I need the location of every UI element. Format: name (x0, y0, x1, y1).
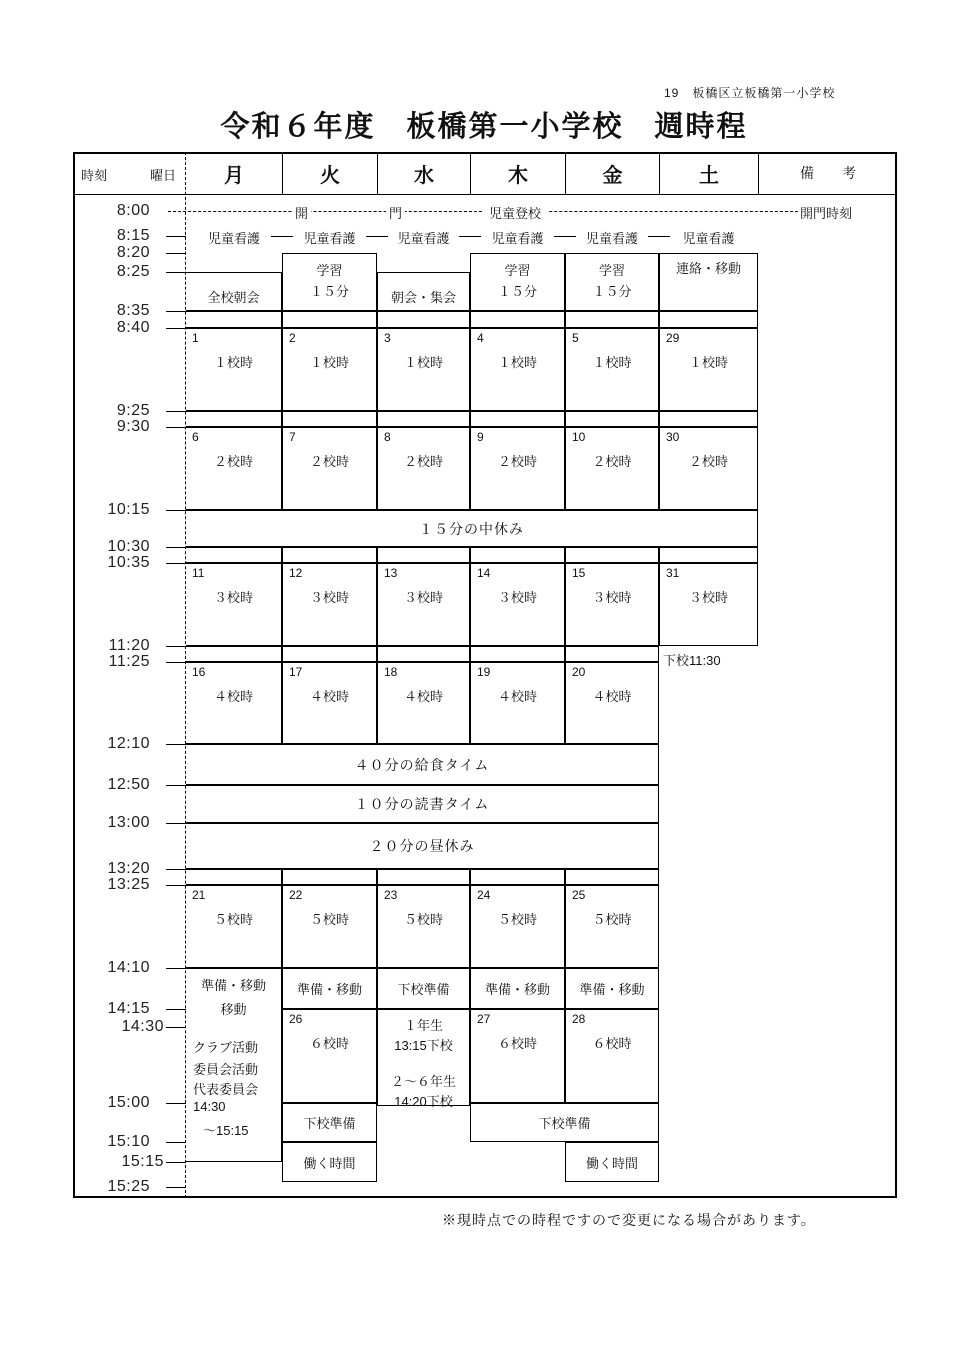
period-label: ３校時 (497, 590, 537, 605)
remarks-header: 備 考 (758, 152, 897, 195)
period-label: ２校時 (403, 454, 443, 469)
time-tick (166, 1009, 186, 1010)
cell-text: ～15:15 (203, 1123, 249, 1138)
period-label: ５校時 (213, 912, 253, 927)
care-connector-dash (554, 236, 576, 237)
period-label: ６校時 (592, 1036, 632, 1051)
period-cell (470, 427, 565, 510)
band-text: ４０分の給食タイム (354, 756, 490, 773)
period-label: １校時 (309, 355, 349, 370)
gate-time-remark: 開門時刻 (800, 206, 853, 221)
cell-text: 委員会活動 (193, 1062, 259, 1077)
care-label-fri: 児童看護 (585, 231, 638, 246)
cell-text: 準備・移動 (200, 978, 266, 993)
care-label-mon: 児童看護 (207, 231, 260, 246)
time-label: 8:35 (116, 302, 150, 319)
gap-cell (377, 646, 470, 662)
period-label: １校時 (497, 355, 537, 370)
time-tick (166, 253, 186, 254)
recess-band (186, 510, 758, 547)
gate-open-left-label: 開 (292, 203, 311, 219)
class-number: 10 (572, 430, 586, 444)
period-label: ５校時 (309, 912, 349, 927)
period-label: １校時 (213, 355, 253, 370)
time-tick (166, 272, 186, 273)
period-cell (565, 427, 659, 510)
cell-text: 働く時間 (303, 1155, 356, 1171)
period-cell (377, 662, 470, 744)
cell-text: １５分 (309, 284, 349, 299)
care-connector-dash (648, 236, 670, 237)
time-label: 15:00 (107, 1094, 150, 1111)
time-tick (166, 785, 186, 786)
gap-cell (565, 869, 659, 885)
gap-cell (377, 411, 470, 427)
time-label: 12:10 (107, 735, 150, 752)
class-number: 1 (192, 331, 199, 345)
period-label: ２校時 (592, 454, 632, 469)
class-number: 4 (477, 331, 484, 345)
cell-text: 全校朝会 (207, 290, 260, 305)
care-label-thu: 児童看護 (491, 231, 544, 246)
gap-cell (282, 646, 377, 662)
class-number: 9 (477, 430, 484, 444)
mon-afternoon-cell (186, 968, 282, 1162)
period-cell (186, 885, 282, 968)
period-cell (565, 662, 659, 744)
period-cell (470, 1009, 565, 1103)
period-label: ３校時 (213, 590, 253, 605)
cell-text: クラブ活動 (193, 1040, 259, 1055)
wed-dismissal-cell (377, 1009, 470, 1109)
cell-text: 下校準備 (397, 982, 450, 997)
cell-text: 学習 (504, 263, 531, 279)
period-label: ６校時 (309, 1036, 349, 1051)
gap-cell (470, 547, 565, 563)
gap-cell (470, 869, 565, 885)
time-label: 11:20 (108, 637, 150, 654)
gap-cell (470, 646, 565, 662)
gap-cell (186, 869, 282, 885)
cell-text: １年生 (403, 1018, 443, 1033)
period-cell (282, 328, 377, 411)
care-connector-dash (459, 236, 481, 237)
class-number: 31 (666, 566, 680, 580)
time-tick (166, 411, 186, 412)
fri-work-time-cell (565, 1142, 659, 1182)
day-header-thu: 木 (470, 152, 565, 195)
gap-cell (282, 411, 377, 427)
care-connector-dash (271, 236, 293, 237)
cell-text: ２～６年生 (390, 1074, 456, 1089)
time-label: 11:25 (108, 653, 150, 670)
time-tick (166, 646, 186, 647)
class-number: 2 (289, 331, 296, 345)
header-time-day-cell (73, 152, 186, 195)
footer-note: ※現時点での時程ですので変更になる場合があります。 (442, 1212, 816, 1228)
tue-study-cell (282, 253, 377, 311)
thu-fri-dismissal-prep-cell (470, 1103, 659, 1142)
gap-cell (282, 547, 377, 563)
period-cell (377, 328, 470, 411)
care-connector-dash (366, 236, 388, 237)
period-label: ６校時 (497, 1036, 537, 1051)
class-number: 30 (666, 430, 680, 444)
day-header-sat: 土 (659, 152, 758, 195)
time-tick (166, 1142, 186, 1143)
time-label: 15:15 (121, 1153, 164, 1170)
band-text: ２０分の昼休み (369, 838, 475, 854)
time-label: 15:25 (107, 1178, 150, 1195)
gap-cell (186, 311, 282, 328)
period-label: ３校時 (592, 590, 632, 605)
class-number: 19 (477, 665, 491, 679)
day-header-mon: 月 (186, 152, 282, 195)
period-label: ２校時 (688, 454, 728, 469)
time-tick (166, 510, 186, 511)
cell-text: １５分 (592, 284, 632, 299)
class-number: 16 (192, 665, 206, 679)
time-tick (166, 1162, 186, 1163)
period-label: ３校時 (309, 590, 349, 605)
gap-cell (186, 547, 282, 563)
cell-text: 準備・移動 (484, 982, 550, 997)
gap-cell (470, 411, 565, 427)
time-tick (166, 563, 186, 564)
period-label: ４校時 (213, 689, 253, 704)
class-number: 15 (572, 566, 586, 580)
cell-text: 働く時間 (585, 1155, 638, 1171)
class-number: 11 (192, 566, 205, 580)
period-label: １校時 (592, 355, 632, 370)
time-label: 8:40 (116, 319, 150, 336)
period-cell (282, 885, 377, 968)
cell-text: 学習 (598, 263, 625, 279)
lunch-band (186, 744, 659, 785)
period-label: ５校時 (403, 912, 443, 927)
time-tick (166, 744, 186, 745)
time-label: 9:25 (116, 402, 150, 419)
time-tick (166, 1103, 186, 1104)
time-tick (166, 662, 186, 663)
period-label: ３校時 (403, 590, 443, 605)
gap-cell (186, 646, 282, 662)
arrival-label: 児童登校 (482, 203, 548, 219)
period-label: ２校時 (213, 454, 253, 469)
gap-cell (565, 646, 659, 662)
noon-break-band (186, 823, 659, 869)
class-number: 20 (572, 665, 586, 679)
period-cell (186, 662, 282, 744)
gap-cell (659, 547, 758, 563)
period-label: １校時 (688, 355, 728, 370)
period-cell (659, 563, 758, 646)
gap-cell (565, 411, 659, 427)
thu-prep-cell (470, 968, 565, 1009)
period-cell (565, 885, 659, 968)
period-cell (565, 1009, 659, 1103)
time-tick (166, 885, 186, 886)
time-label: 8:00 (116, 202, 150, 219)
reading-band (186, 785, 659, 823)
cell-text: 14:30 (193, 1099, 226, 1114)
day-header-fri: 金 (565, 152, 659, 195)
time-label: 9:30 (116, 418, 150, 435)
period-cell (282, 563, 377, 646)
class-number: 27 (477, 1012, 491, 1026)
class-number: 3 (384, 331, 391, 345)
header-day-label: 曜日 (149, 168, 176, 183)
time-label: 10:35 (107, 554, 150, 571)
period-cell (377, 563, 470, 646)
period-label: ４校時 (309, 689, 349, 704)
class-number: 23 (384, 888, 398, 902)
period-label: ２校時 (497, 454, 537, 469)
cell-text: 準備・移動 (296, 982, 362, 997)
period-label: ２校時 (309, 454, 349, 469)
time-label: 14:30 (121, 1018, 164, 1035)
period-label: １校時 (403, 355, 443, 370)
period-cell (470, 662, 565, 744)
tue-prep-cell (282, 968, 377, 1009)
class-number: 8 (384, 430, 391, 444)
time-tick (166, 1027, 186, 1028)
gap-cell (470, 311, 565, 328)
class-number: 26 (289, 1012, 303, 1026)
period-label: ４校時 (403, 689, 443, 704)
class-number: 25 (572, 888, 586, 902)
time-tick (166, 823, 186, 824)
gate-open-right-label: 門 (386, 203, 405, 219)
time-tick (166, 427, 186, 428)
fri-prep-cell (565, 968, 659, 1009)
time-tick (166, 328, 186, 329)
wed-prep-cell (377, 968, 470, 1009)
band-text: １５分の中休み (419, 520, 524, 537)
cell-text: １５分 (497, 284, 537, 299)
time-label: 15:10 (107, 1133, 150, 1150)
wed-assembly-cell (377, 272, 470, 311)
care-label-sat: 児童看護 (682, 231, 735, 246)
school-id-note: 19 板橋区立板橋第一小学校 (664, 86, 836, 100)
time-label: 8:25 (116, 263, 150, 280)
cell-text: 朝会・集会 (390, 290, 456, 305)
time-tick (166, 968, 186, 969)
class-number: 18 (384, 665, 398, 679)
gap-cell (377, 547, 470, 563)
class-number: 17 (289, 665, 303, 679)
cell-text: 14:20下校 (394, 1094, 453, 1109)
period-cell (282, 427, 377, 510)
time-label: 13:00 (107, 814, 150, 831)
time-label: 14:15 (107, 1000, 150, 1017)
time-tick (166, 1187, 186, 1188)
time-label: 8:15 (116, 227, 150, 244)
cell-text: 準備・移動 (579, 982, 645, 997)
period-cell (377, 427, 470, 510)
period-cell (470, 328, 565, 411)
period-cell (565, 563, 659, 646)
thu-study-cell (470, 253, 565, 311)
time-tick (166, 311, 186, 312)
gap-cell (282, 311, 377, 328)
period-label: ５校時 (497, 912, 537, 927)
day-header-tue: 火 (282, 152, 377, 195)
class-number: 24 (477, 888, 491, 902)
class-number: 22 (289, 888, 303, 902)
time-tick (166, 236, 186, 237)
header-time-label: 時刻 (81, 168, 108, 183)
period-label: ５校時 (592, 912, 632, 927)
period-cell (659, 427, 758, 510)
cell-text: 移動 (220, 1002, 247, 1017)
period-cell (659, 328, 758, 411)
time-label: 10:30 (107, 538, 150, 555)
care-label-wed: 児童看護 (397, 231, 450, 246)
time-label: 12:50 (107, 776, 150, 793)
time-tick (166, 547, 186, 548)
gap-cell (565, 311, 659, 328)
gap-cell (377, 311, 470, 328)
cell-text: 下校準備 (538, 1116, 591, 1131)
page-title: 令和６年度 板橋第一小学校 週時程 (220, 111, 748, 143)
gap-cell (565, 547, 659, 563)
time-label: 13:25 (107, 876, 150, 893)
sat-move-cell (659, 253, 758, 311)
period-cell (565, 328, 659, 411)
period-cell (282, 662, 377, 744)
tue-dismissal-prep-cell (282, 1103, 377, 1142)
period-cell (282, 1009, 377, 1103)
class-number: 29 (666, 331, 680, 345)
care-label-tue: 児童看護 (303, 231, 356, 246)
time-tick (166, 869, 186, 870)
time-label: 8:20 (116, 244, 150, 261)
class-number: 14 (477, 566, 491, 580)
tue-work-time-cell (282, 1142, 377, 1182)
gap-cell (282, 869, 377, 885)
mon-assembly-cell (186, 272, 282, 311)
period-cell (186, 328, 282, 411)
cell-text: 代表委員会 (193, 1082, 259, 1097)
sat-dismissal-note: 下校11:30 (663, 653, 721, 668)
gap-cell (377, 869, 470, 885)
cell-text: 下校準備 (303, 1116, 356, 1131)
class-number: 21 (192, 888, 206, 902)
gap-cell (186, 411, 282, 427)
period-cell (186, 427, 282, 510)
band-text: １０分の読書タイム (354, 796, 490, 812)
class-number: 6 (192, 430, 199, 444)
time-label: 10:15 (107, 501, 150, 518)
class-number: 5 (572, 331, 579, 345)
gap-cell (659, 311, 758, 328)
period-label: ４校時 (592, 689, 632, 704)
period-cell (470, 885, 565, 968)
period-label: ４校時 (497, 689, 537, 704)
class-number: 12 (289, 566, 303, 580)
cell-text: 13:15下校 (394, 1038, 453, 1053)
period-cell (470, 563, 565, 646)
period-cell (186, 563, 282, 646)
fri-study-cell (565, 253, 659, 311)
period-label: ３校時 (688, 590, 728, 605)
day-header-wed: 水 (377, 152, 470, 195)
time-label: 14:10 (107, 959, 150, 976)
class-number: 13 (384, 566, 398, 580)
cell-text: 学習 (316, 263, 343, 279)
cell-text: 連絡・移動 (675, 261, 741, 276)
gap-cell (659, 411, 758, 427)
class-number: 7 (289, 430, 296, 444)
time-label: 13:20 (107, 860, 150, 877)
period-cell (377, 885, 470, 968)
class-number: 28 (572, 1012, 586, 1026)
